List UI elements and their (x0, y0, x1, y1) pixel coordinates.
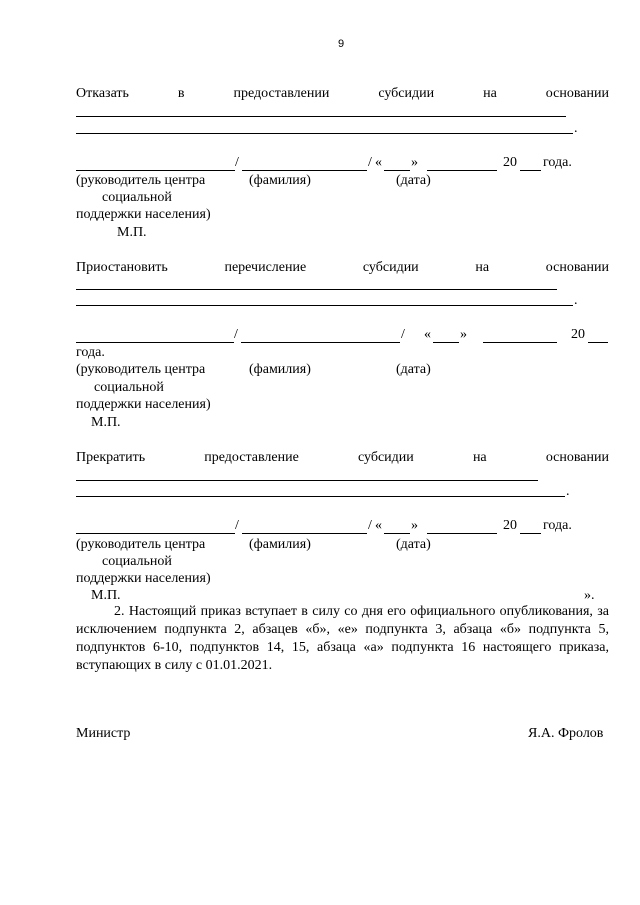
minister-title: Министр (76, 726, 131, 741)
signature-line (76, 342, 234, 343)
quote-close: » (411, 155, 418, 170)
month-line (427, 533, 497, 534)
year-line (520, 533, 541, 534)
day-line (384, 170, 410, 171)
surname-line (241, 342, 400, 343)
year-line (588, 342, 608, 343)
quote-close: » (411, 518, 418, 533)
quote-close: » (460, 327, 467, 342)
caption-head: (руководитель центра (76, 537, 206, 552)
signature-line (76, 170, 235, 171)
reason-line (76, 133, 573, 134)
word: на (475, 260, 490, 275)
year-prefix: 20 (503, 155, 517, 170)
word: Приостановить (76, 260, 168, 275)
seal-mark: М.П. (91, 415, 121, 430)
reason-line (76, 305, 573, 306)
word: перечисление (224, 260, 307, 275)
year-suffix: года. (543, 155, 572, 170)
caption-head: социальной (102, 190, 172, 205)
caption-date: (дата) (396, 537, 431, 552)
word: Отказать (76, 86, 129, 101)
signature-line (76, 533, 235, 534)
caption-head: социальной (102, 554, 172, 569)
period: . (574, 121, 578, 136)
caption-date: (дата) (396, 173, 431, 188)
year-line (520, 170, 541, 171)
word: Прекратить (76, 450, 146, 465)
word: субсидии (378, 86, 435, 101)
suspend-heading (76, 260, 609, 276)
caption-head: (руководитель центра (76, 362, 206, 377)
caption-head: (руководитель центра (76, 173, 206, 188)
year-prefix: 20 (571, 327, 585, 342)
caption-surname: (фамилия) (249, 537, 311, 552)
caption-head: поддержки населения) (76, 571, 211, 586)
year-suffix: года. (76, 345, 105, 360)
quote-open: « (375, 518, 382, 533)
slash: / (401, 327, 405, 342)
word: на (483, 86, 497, 101)
caption-date: (дата) (396, 362, 431, 377)
slash: / (368, 518, 372, 533)
period: . (574, 293, 578, 308)
slash: / (234, 327, 238, 342)
page-number: 9 (338, 38, 345, 50)
word: основании (545, 260, 609, 275)
surname-line (242, 170, 367, 171)
year-suffix: года. (543, 518, 572, 533)
reason-line (76, 289, 557, 290)
caption-surname: (фамилия) (249, 173, 311, 188)
caption-head: социальной (94, 380, 164, 395)
closing-quote: ». (584, 588, 595, 603)
word: в (177, 86, 185, 101)
reason-line (76, 116, 566, 117)
day-line (384, 533, 410, 534)
word: предоставлении (233, 86, 330, 101)
word: субсидии (357, 450, 414, 465)
caption-surname: (фамилия) (249, 362, 311, 377)
day-line (433, 342, 459, 343)
refuse-heading (76, 86, 609, 102)
reason-line (76, 480, 538, 481)
month-line (427, 170, 497, 171)
slash: / (235, 518, 239, 533)
effective-date-paragraph: 2. Настоящий приказ вступает в силу со дня его официального опубликования, за исключением подпункта 2, абзацев «б», «е» подпункта 3, абзаца «б» подпункта 5, подпунктов 6-10, подпунктов 14, 15, абзаца «а» подпункта 16 настоящего приказа, вступающих в силу с 01.01.2021. (76, 604, 609, 673)
surname-line (242, 533, 367, 534)
minister-name: Я.А. Фролов (528, 726, 604, 741)
period: . (566, 484, 570, 499)
reason-line (76, 496, 565, 497)
word: на (472, 450, 487, 465)
caption-head: поддержки населения) (76, 397, 211, 412)
terminate-heading (76, 450, 609, 466)
word: основании (545, 86, 609, 101)
caption-head: поддержки населения) (76, 207, 211, 222)
month-line (483, 342, 557, 343)
word: предоставление (204, 450, 299, 465)
seal-mark: М.П. (117, 225, 147, 240)
year-prefix: 20 (503, 518, 517, 533)
slash: / (368, 155, 372, 170)
seal-mark: М.П. (91, 588, 121, 603)
slash: / (235, 155, 239, 170)
word: субсидии (362, 260, 419, 275)
word: основании (545, 450, 609, 465)
quote-open: « (375, 155, 382, 170)
quote-open: « (424, 327, 431, 342)
